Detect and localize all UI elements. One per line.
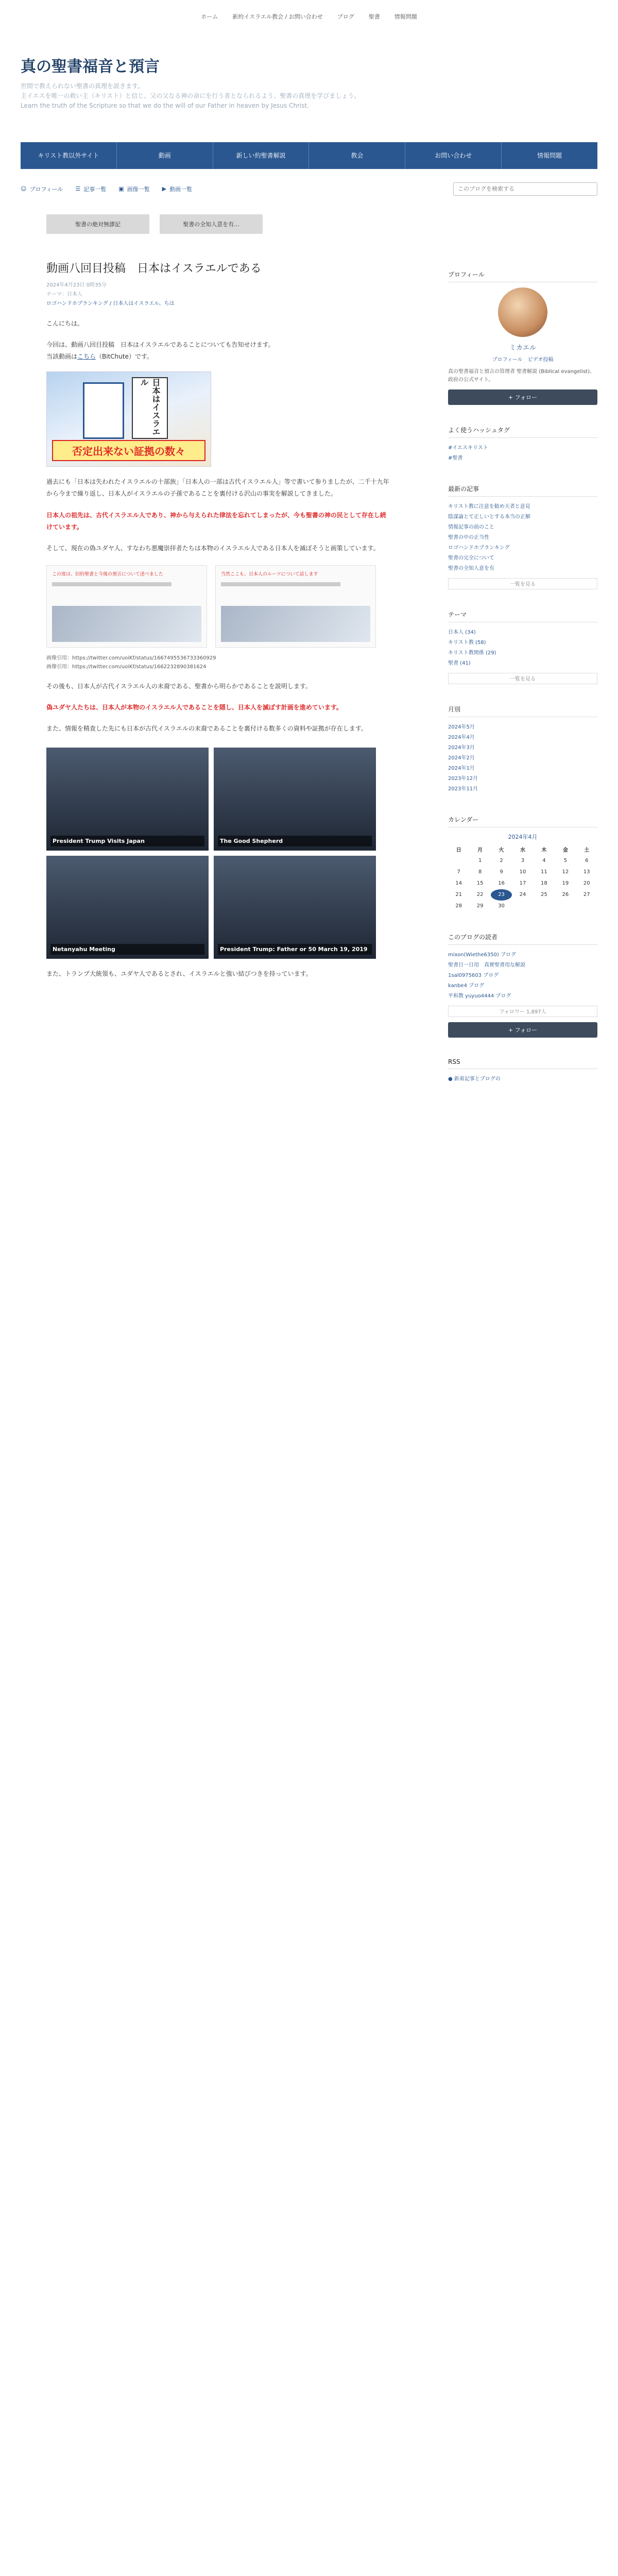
more-button[interactable]: 一覧を見る — [448, 578, 597, 589]
calendar-day[interactable]: 13 — [583, 869, 590, 875]
reader-item[interactable]: 平和教 yuyuo4444 ブログ — [448, 993, 511, 999]
main-nav — [21, 142, 597, 169]
page-layout — [21, 249, 597, 1084]
recent-item[interactable]: 聖書の中の正当性 — [448, 534, 489, 540]
collage-caption: President Trump: Father or 50 March 19, 2019 — [218, 944, 372, 955]
site-desc-line: Learn the truth of the Scripture so that we do the will of our Father in heaven by Jesus Christ. — [21, 102, 309, 110]
recent-list — [448, 502, 597, 574]
archive-list — [448, 722, 597, 794]
archive-item[interactable]: 2024年3月 — [448, 744, 475, 751]
theme-item[interactable]: キリスト教 (58) — [448, 639, 486, 646]
tweet-line — [221, 582, 340, 586]
tweet-image — [52, 606, 201, 642]
sub-bar — [21, 182, 597, 196]
mainnav-item[interactable]: 新しい約聖書解説 — [213, 142, 310, 169]
archive-item[interactable]: 2024年4月 — [448, 734, 475, 740]
collage-caption: Netanyahu Meeting — [50, 944, 204, 955]
paragraph: また、トランプ大統領も、ユダヤ人であるとされ、イスラエルと強い結びつきを持っています。 — [46, 970, 312, 977]
rss-item[interactable] — [448, 1074, 597, 1084]
follow-button[interactable]: + フォロー — [448, 389, 597, 405]
image-caption — [46, 654, 391, 671]
weekday: 木 — [541, 848, 547, 854]
recent-item[interactable]: 情報記事の前のこと — [448, 524, 494, 530]
paragraph-text: 当該動画は — [46, 353, 78, 361]
thumbnail-vertical-text: 日本はイスラエル — [132, 377, 168, 439]
calendar-day[interactable]: 26 — [562, 892, 569, 898]
image-collage — [46, 748, 376, 959]
calendar-day[interactable]: 6 — [585, 858, 589, 864]
thumbnail-banner: 否定出来ない証拠の数々 — [52, 440, 205, 461]
post-category[interactable]: テーマ：日本人 — [46, 291, 82, 297]
calendar-day[interactable]: 15 — [476, 880, 484, 887]
theme-item[interactable]: キリスト教関係 (29) — [448, 650, 496, 656]
theme-item[interactable]: 聖書 (41) — [448, 660, 471, 666]
subbar-links — [21, 185, 192, 193]
tweet-line — [52, 582, 171, 586]
reader-item[interactable]: mixon(Wiethe6350) ブログ — [448, 952, 517, 958]
site-desc-line: 世間で教えられない聖書の真理を説きます。 — [21, 82, 144, 90]
reader-item[interactable]: kanbe4 ブログ — [448, 982, 485, 989]
theme-item[interactable]: 日本人 (34) — [448, 629, 476, 635]
tweet-text: 当然ここも、日本人のルーツについて話します — [221, 571, 318, 577]
weekday: 月 — [477, 848, 483, 854]
collage-image — [214, 748, 376, 851]
calendar-day[interactable]: 14 — [455, 880, 462, 887]
calendar-day[interactable]: 24 — [519, 892, 526, 898]
calendar-day[interactable] — [448, 855, 469, 867]
mainnav-item[interactable]: お問い合わせ — [405, 142, 502, 169]
articles-link-label: 記事一覧 — [83, 185, 107, 193]
post-meta — [46, 281, 391, 309]
calendar-day[interactable]: 22 — [476, 892, 484, 898]
paragraph: また、情報を精査した先にも日本が古代イスラエルの末裔であることを裏付ける数多くの資料や証拠が存在します。 — [46, 725, 367, 733]
sidebar — [417, 249, 597, 1084]
weekday: 金 — [562, 848, 568, 854]
calendar-day[interactable]: 3 — [521, 858, 525, 864]
collage-caption: President Trump Visits Japan — [50, 836, 204, 846]
recent-item[interactable]: 聖書の完全について — [448, 555, 494, 561]
profile-widget — [448, 270, 597, 405]
calendar-day[interactable]: 17 — [519, 880, 526, 887]
widget-title: プロフィール — [448, 270, 597, 282]
user-icon: ☺ — [21, 185, 27, 193]
highlight-paragraph: 日本人の祖先は、古代イスラエル人であり、神から与えられた律法を忘れてしまったが、今も聖書の神の民として存在し続けています。 — [46, 511, 386, 531]
tweet-grid — [46, 565, 376, 648]
rss-item-label: 新着記事とブログの — [454, 1076, 501, 1082]
post-date: 2024年4月23日 0時35分 — [46, 282, 107, 288]
calendar-day[interactable] — [555, 901, 576, 912]
post-title[interactable]: 動画八回目投稿 日本はイスラエルである — [46, 262, 262, 275]
calendar-day[interactable]: 27 — [583, 892, 590, 898]
readers-widget — [448, 933, 597, 1038]
mainnav-item[interactable]: 情報問題 — [537, 152, 562, 160]
topnav-info[interactable]: 情報問題 — [394, 13, 417, 20]
more-button[interactable]: 一覧を見る — [448, 673, 597, 684]
top-nav — [0, 0, 618, 33]
archive-item[interactable]: 2024年2月 — [448, 755, 475, 761]
rss-widget — [448, 1058, 597, 1084]
avatar[interactable] — [498, 287, 547, 337]
reader-item[interactable]: 聖書日一日用 真實聖書用な解説 — [448, 962, 525, 968]
calendar-day[interactable]: 30 — [498, 903, 505, 909]
calendar-day[interactable]: 21 — [455, 892, 462, 898]
widget-title: テーマ — [448, 610, 597, 622]
hashtag-item[interactable]: #聖書 — [448, 455, 463, 461]
widget-title: RSS — [448, 1058, 597, 1069]
tweet-text: この度は、旧約聖書と今後の預言について述べました — [52, 571, 163, 577]
calendar-day-today[interactable]: 23 — [491, 889, 512, 901]
topnav-blog[interactable]: ブログ — [337, 13, 354, 20]
rss-icon: ● — [448, 1076, 454, 1082]
profile-name[interactable]: ミカエル — [509, 344, 536, 352]
reader-list — [448, 950, 597, 1002]
calendar-day[interactable]: 7 — [457, 869, 460, 875]
calendar-day[interactable]: 11 — [541, 869, 547, 875]
calendar-day[interactable]: 8 — [478, 869, 482, 875]
collage-image — [46, 856, 209, 959]
tweet-embed[interactable] — [215, 565, 376, 648]
site-description — [21, 81, 597, 111]
post-tags[interactable]: ロゴハンドホプランキング / 日本人はイスラエル、ちは — [46, 300, 175, 307]
recent-item[interactable]: キリスト教に注意を勧め天者と意見 — [448, 503, 530, 510]
recent-item[interactable]: ロゴハンドホプランキング — [448, 545, 510, 551]
paragraph: こんにちは。 — [46, 319, 84, 327]
archive-item[interactable]: 2023年11月 — [448, 786, 478, 792]
widget-title: 月別 — [448, 705, 597, 717]
follow-button[interactable]: + フォロー — [448, 1022, 597, 1038]
hashtag-widget — [448, 426, 597, 464]
widget-title: このブログの読者 — [448, 933, 597, 945]
calendar-day[interactable] — [534, 901, 555, 912]
calendar-day[interactable]: 9 — [500, 869, 503, 875]
calendar-day[interactable]: 28 — [455, 903, 462, 909]
paragraph-text: （BitChute）です。 — [96, 353, 153, 361]
widget-title: 最新の記事 — [448, 484, 597, 497]
video-icon: ▶ — [162, 185, 167, 193]
site-title[interactable]: 真の聖書福音と預言 — [21, 58, 160, 76]
weekday: 土 — [584, 848, 590, 854]
calendar-day[interactable] — [512, 901, 533, 912]
paragraph-text: 今回は、動画八回目投稿 日本はイスラエルであることについても告知せけます。 — [46, 341, 274, 348]
tweet-image — [221, 606, 370, 642]
calendar-day[interactable]: 29 — [476, 903, 484, 909]
images-link[interactable] — [118, 185, 149, 193]
calendar-day[interactable]: 4 — [542, 858, 546, 864]
archive-item[interactable]: 2024年1月 — [448, 765, 475, 771]
hashtag-list — [448, 443, 597, 464]
caption-line[interactable]: 画像引用：https://twitter.com/uoiKf/status/1667495536733360929 — [46, 655, 216, 661]
calendar-day[interactable]: 1 — [478, 858, 482, 864]
images-link-label: 画像一覧 — [127, 185, 150, 193]
calendar-day[interactable]: 12 — [562, 869, 569, 875]
recent-item[interactable]: 陰謀論とて正しいとする本当の正解 — [448, 514, 530, 520]
calendar-table — [448, 844, 597, 912]
profile-link[interactable] — [21, 185, 63, 193]
weekday: 火 — [499, 848, 504, 854]
mainnav-item[interactable]: 教会 — [309, 142, 405, 169]
hashtag-item[interactable]: #イエスキリスト — [448, 445, 488, 451]
calendar-day[interactable]: 25 — [541, 892, 547, 898]
calendar-day[interactable]: 19 — [562, 880, 569, 887]
video-link[interactable]: こちら — [77, 353, 96, 361]
theme-widget — [448, 610, 597, 684]
paragraph: 過去にも「日本は失われたイスラエルの十部族」「日本人の一部は古代イスラエル人」等で書いて参りましたが、二千十九年から今まで繰り返し、日本人がイスラエルの子孫であることを裏付ける沢山の事実を解説してきました。 — [46, 478, 389, 498]
calendar-day[interactable]: 5 — [563, 858, 567, 864]
reader-item[interactable]: 1sal0975603 ブログ — [448, 972, 499, 978]
topnav-church[interactable]: 新約イスラエル教会 / お問い合わせ — [232, 13, 323, 20]
paragraph: その後も、日本人が古代イスラエル人の末裔である、聖書から明らかであることを説明します。 — [46, 682, 312, 690]
highlight-paragraph: 偽ユダヤ人たちは、日本人が本物のイスラエル人であることを隠し、日本人を滅ぼす計画を進めています。 — [46, 704, 342, 711]
calendar-day[interactable]: 10 — [519, 869, 526, 875]
article — [21, 249, 417, 1084]
archive-item[interactable]: 2024年5月 — [448, 724, 475, 730]
calendar-day[interactable]: 18 — [541, 880, 547, 887]
calendar-day[interactable]: 20 — [583, 880, 590, 887]
videos-link[interactable] — [162, 185, 192, 193]
theme-list — [448, 628, 597, 669]
mainnav-item[interactable]: キリスト教以外サイト — [21, 142, 117, 169]
paragraph: そして、現在の偽ユダヤ人、すなわち悪魔崇拝者たちは本物のイスラエル人である日本人を滅ぼそうと画策しています。 — [46, 545, 380, 552]
paragraph — [46, 339, 391, 363]
calendar-month: 2024年4月 — [508, 833, 538, 840]
featured-button[interactable]: 聖書の絶対無謬記 — [46, 214, 149, 234]
weekday: 日 — [456, 848, 461, 854]
featured-buttons — [46, 214, 618, 234]
caption-line[interactable]: 画像引用：https://twitter.com/uoiKf/status/1662232890381624 — [46, 664, 207, 670]
collage-image — [46, 748, 209, 851]
site-header — [0, 33, 618, 127]
follower-count[interactable]: フォロワー 1,897人 — [448, 1006, 597, 1017]
widget-title: よく使うハッシュタグ — [448, 426, 597, 438]
profile-link-label: プロフィール — [29, 185, 63, 193]
featured-button[interactable]: 聖書の全知人意を有... — [160, 214, 263, 234]
collage-image — [214, 856, 376, 959]
weekday: 水 — [520, 848, 525, 854]
archive-widget — [448, 705, 597, 794]
videos-link-label: 動画一覧 — [169, 185, 193, 193]
widget-title: カレンダー — [448, 815, 597, 827]
mainnav-item[interactable]: 動画 — [117, 142, 213, 169]
site-desc-line: 主イエスを唯一の救い主（キリスト）と信じ、父の父なる神の命にを行う者となられるよう、聖書の真理を学びましょう。 — [21, 92, 360, 100]
topnav-bible[interactable]: 聖書 — [368, 13, 380, 20]
flag-image — [83, 382, 124, 439]
image-icon: ▣ — [118, 185, 124, 193]
search-input[interactable] — [453, 182, 597, 196]
recent-item[interactable]: 聖書の全知人意を有 — [448, 565, 494, 571]
calendar-day[interactable]: 16 — [498, 880, 505, 887]
articles-link[interactable] — [75, 185, 106, 193]
list-icon: ☰ — [75, 185, 81, 193]
collage-caption: The Good Shepherd — [218, 836, 372, 846]
calendar-day[interactable] — [576, 901, 597, 912]
archive-item[interactable]: 2023年12月 — [448, 775, 478, 782]
tweet-embed[interactable] — [46, 565, 207, 648]
calendar-day[interactable]: 2 — [500, 858, 503, 864]
rss-list — [448, 1074, 597, 1084]
video-thumbnail[interactable] — [46, 371, 211, 467]
profile-links[interactable]: プロフィール ビデオ投稿 — [492, 357, 554, 363]
topnav-home[interactable]: ホーム — [201, 13, 218, 20]
calendar-widget — [448, 815, 597, 912]
recent-widget — [448, 484, 597, 589]
profile-description: 真の聖書福音と預言の管理者 聖書解説 (Biblical evangelist)、 政府の公式サイト。 — [448, 368, 595, 383]
